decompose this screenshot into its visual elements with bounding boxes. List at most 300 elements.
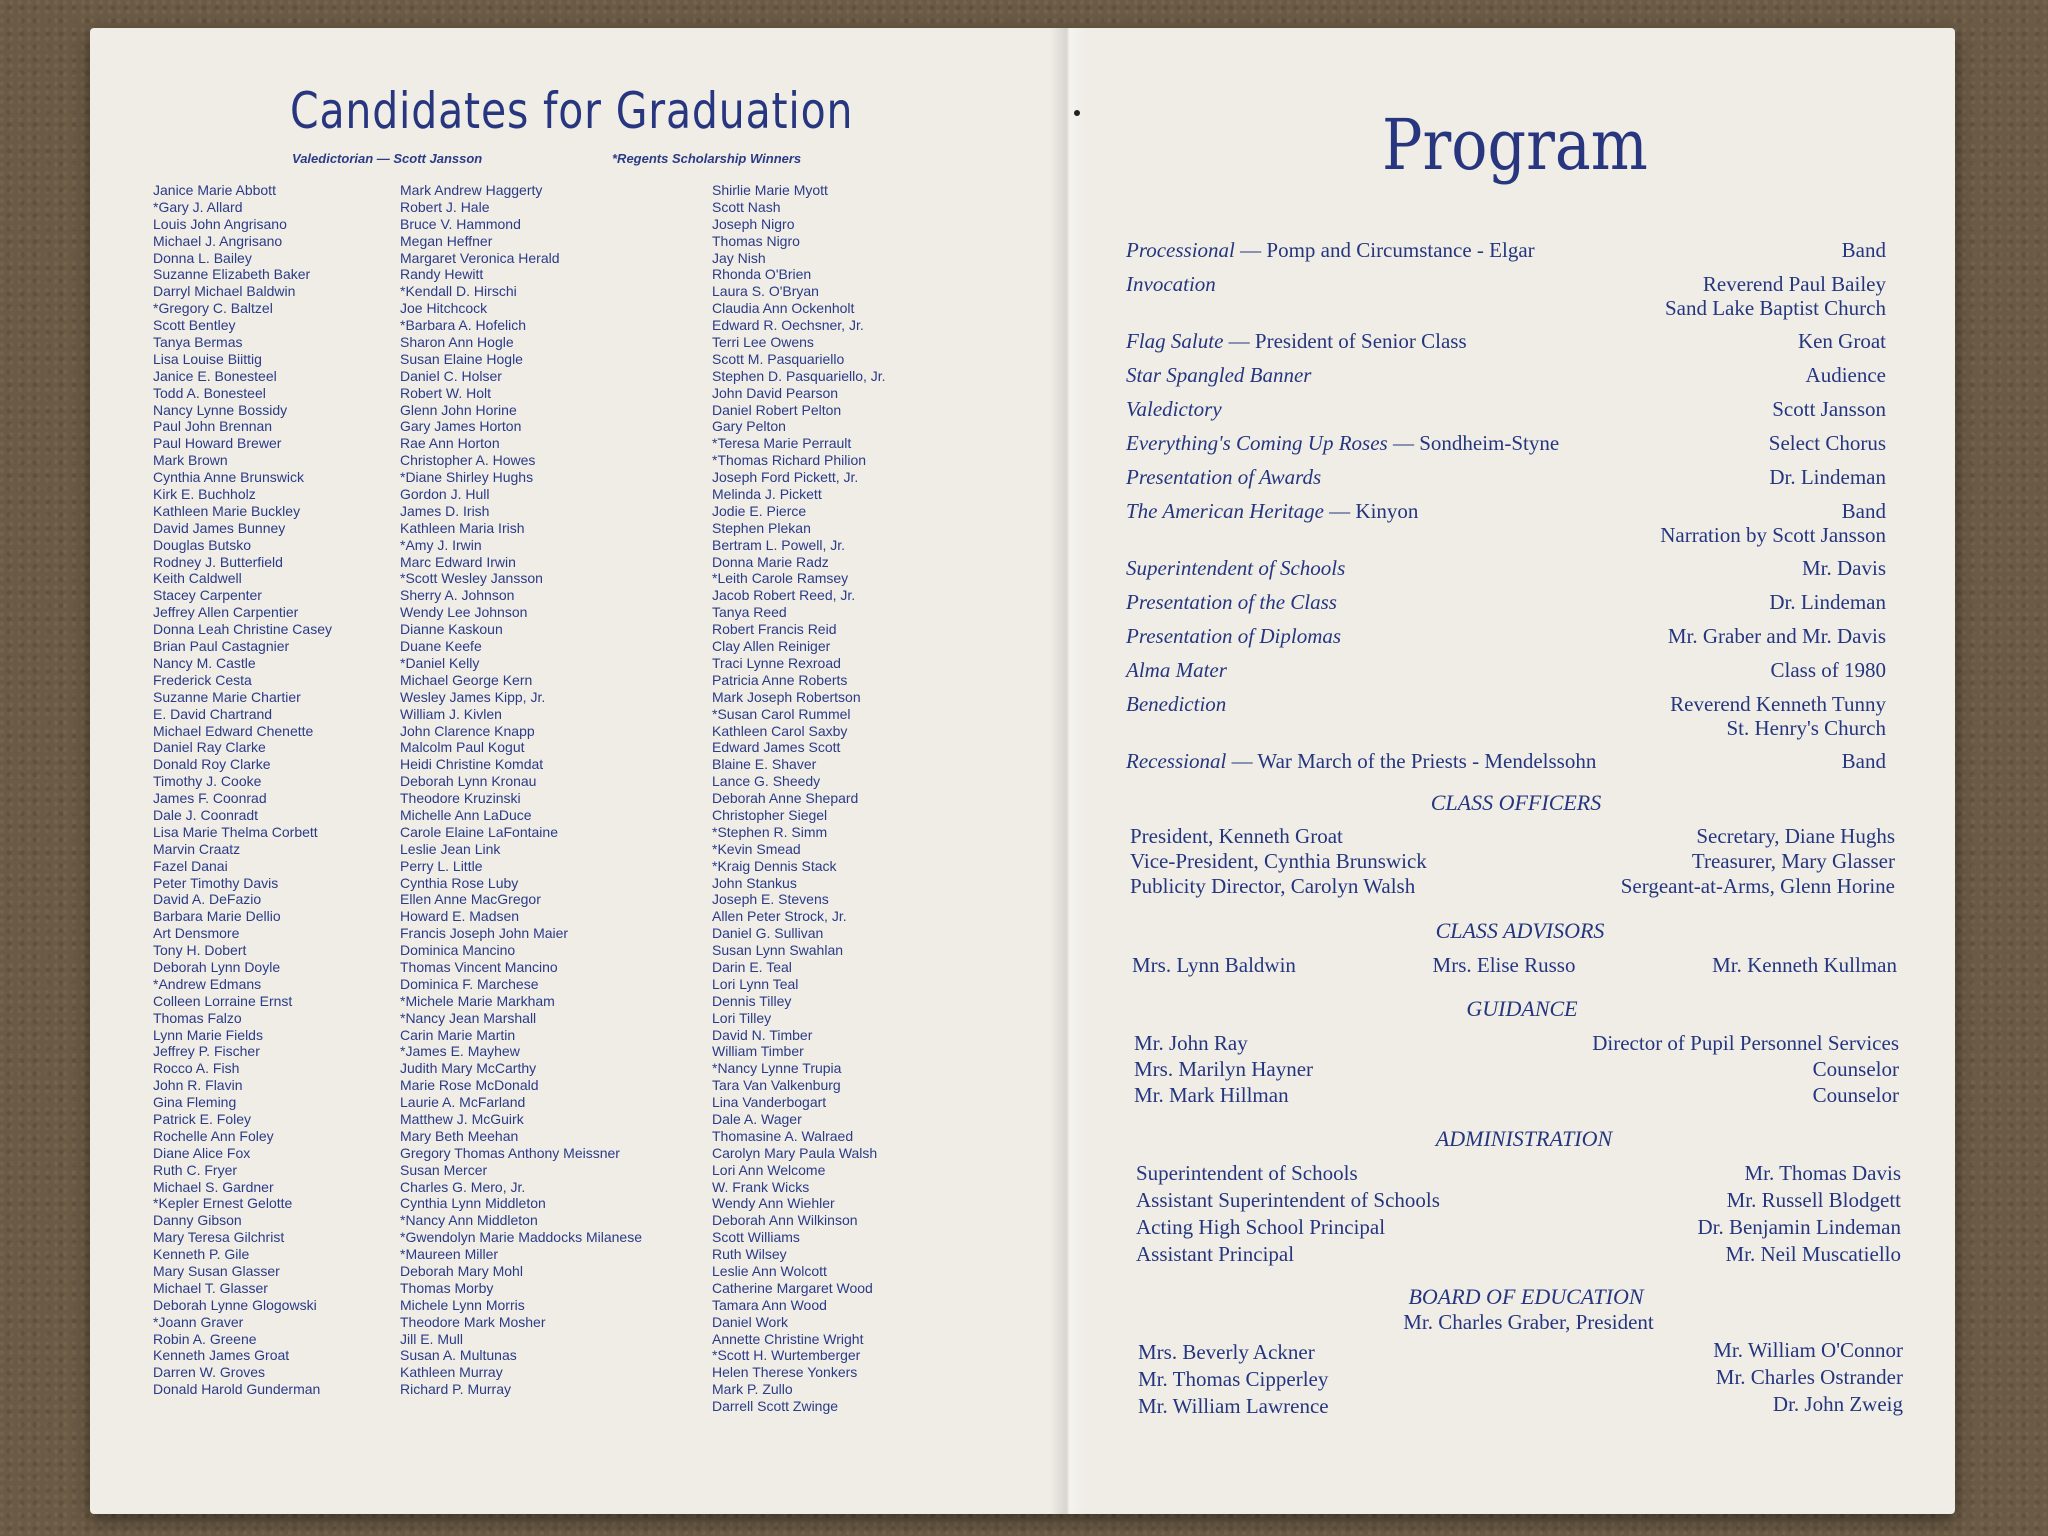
admin-name: Dr. Benjamin Lindeman bbox=[1697, 1215, 1901, 1239]
candidate-name: *Kraig Dennis Stack bbox=[712, 857, 837, 874]
class-advisors bbox=[1132, 953, 1897, 978]
program-item-name: Presentation of Diplomas bbox=[1126, 624, 1342, 648]
candidate-name: *Kendall D. Hirschi bbox=[400, 283, 517, 300]
performer-line: Mr. Graber and Mr. Davis bbox=[1667, 624, 1886, 648]
candidate-name: James F. Coonrad bbox=[153, 790, 267, 807]
candidate-name: Dale A. Wager bbox=[712, 1110, 802, 1127]
candidate-name: Sharon Ann Hogle bbox=[400, 334, 514, 351]
candidate-name: Michele Lynn Morris bbox=[400, 1296, 525, 1313]
valedictorian-line: Valedictorian — Scott Jansson bbox=[292, 151, 483, 166]
candidate-name: Helen Therese Yonkers bbox=[712, 1364, 858, 1381]
performer-line: Audience bbox=[1805, 363, 1886, 387]
candidate-name: Danny Gibson bbox=[153, 1212, 242, 1229]
candidate-name: Dominica F. Marchese bbox=[400, 975, 539, 992]
candidate-name: Lance G. Sheedy bbox=[712, 773, 821, 790]
candidate-name: Mary Teresa Gilchrist bbox=[153, 1229, 285, 1246]
candidate-name: Dennis Tilley bbox=[712, 992, 792, 1009]
board-member: Mrs. Beverly Ackner bbox=[1138, 1340, 1315, 1364]
program-item-title bbox=[1126, 329, 1467, 354]
candidate-name: Jeffrey Allen Carpentier bbox=[153, 604, 299, 621]
candidate-name: David James Bunney bbox=[153, 519, 286, 536]
candidate-name: Gregory Thomas Anthony Meissner bbox=[400, 1144, 620, 1161]
program-item-title bbox=[1126, 272, 1216, 297]
program-item-name: Benediction bbox=[1126, 692, 1227, 716]
candidate-name: Rhonda O'Brien bbox=[712, 266, 812, 283]
candidate-name: Mark Joseph Robertson bbox=[712, 688, 861, 705]
candidate-name: Thomas Nigro bbox=[712, 232, 800, 249]
candidate-name: Lynn Marie Fields bbox=[153, 1026, 263, 1043]
program-item bbox=[1126, 397, 1886, 422]
performer-line: Mr. Davis bbox=[1802, 556, 1886, 580]
candidate-name: Robert J. Hale bbox=[400, 198, 490, 215]
candidates-column-3 bbox=[712, 182, 886, 1415]
candidate-name: Ruth C. Fryer bbox=[153, 1161, 238, 1178]
candidate-name: *Kevin Smead bbox=[712, 840, 801, 857]
candidate-name: Dianne Kaskoun bbox=[400, 621, 503, 638]
candidate-name: Shirlie Marie Myott bbox=[712, 182, 828, 198]
candidate-name: Edward R. Oechsner, Jr. bbox=[712, 317, 864, 334]
candidates-column-1 bbox=[153, 182, 332, 1398]
candidate-name: Diane Alice Fox bbox=[153, 1144, 251, 1161]
program-item bbox=[1126, 556, 1886, 581]
program-item bbox=[1126, 658, 1886, 683]
candidates-column-2 bbox=[400, 182, 642, 1398]
candidate-name: Janice E. Bonesteel bbox=[153, 367, 277, 384]
candidate-name: Nancy Lynne Bossidy bbox=[153, 401, 288, 418]
candidate-name: Nancy M. Castle bbox=[153, 654, 256, 671]
candidate-name: *Gregory C. Baltzel bbox=[153, 300, 273, 317]
program-item-name: Presentation of Awards bbox=[1126, 465, 1322, 489]
program-item bbox=[1126, 499, 1886, 547]
candidate-name: Susan Elaine Hogle bbox=[400, 350, 523, 367]
program-item-detail: — President of Senior Class bbox=[1223, 329, 1467, 353]
program-item-name: Everything's Coming Up Roses bbox=[1126, 431, 1388, 455]
candidate-name: Dale J. Coonradt bbox=[153, 806, 259, 823]
candidate-name: Deborah Ann Wilkinson bbox=[712, 1212, 858, 1229]
candidate-name: Kathleen Carol Saxby bbox=[712, 722, 848, 739]
program-item-title bbox=[1126, 556, 1345, 581]
program-item-performer bbox=[1769, 590, 1886, 614]
performer-line: Dr. Lindeman bbox=[1769, 590, 1886, 614]
candidate-name: Susan Lynn Swahlan bbox=[712, 942, 844, 959]
candidate-name: Mark P. Zullo bbox=[712, 1381, 793, 1398]
candidate-name: *Amy J. Irwin bbox=[400, 536, 482, 553]
class-officers-heading: CLASS OFFICERS bbox=[1430, 790, 1602, 815]
performer-line: Scott Jansson bbox=[1772, 397, 1886, 421]
candidate-name: Kathleen Marie Buckley bbox=[153, 502, 301, 519]
candidate-name: Daniel Ray Clarke bbox=[153, 739, 266, 756]
board-member: Mr. William Lawrence bbox=[1138, 1394, 1329, 1418]
candidate-name: Barbara Marie Dellio bbox=[153, 908, 281, 925]
class-officers bbox=[1130, 824, 1895, 899]
candidate-name: Carolyn Mary Paula Walsh bbox=[712, 1144, 878, 1161]
candidate-name: *Joann Graver bbox=[153, 1313, 244, 1330]
program-item bbox=[1126, 363, 1886, 388]
candidate-name: Charles G. Mero, Jr. bbox=[400, 1178, 526, 1195]
guidance bbox=[1134, 1030, 1899, 1108]
candidate-name: Cynthia Anne Brunswick bbox=[153, 469, 304, 486]
candidate-name: Lori Lynn Teal bbox=[712, 975, 799, 992]
candidate-name: Janice Marie Abbott bbox=[153, 182, 276, 198]
candidate-name: Deborah Anne Shepard bbox=[712, 790, 859, 807]
program-item-name: Alma Mater bbox=[1126, 658, 1227, 682]
candidate-name: Bertram L. Powell, Jr. bbox=[712, 536, 846, 553]
candidate-name: Peter Timothy Davis bbox=[153, 874, 279, 891]
program-item bbox=[1126, 272, 1886, 320]
program-item-title bbox=[1126, 465, 1321, 490]
candidate-name: *Daniel Kelly bbox=[400, 654, 480, 671]
candidate-name: Lina Vanderbogart bbox=[712, 1094, 827, 1111]
program-item-name: Processional bbox=[1126, 238, 1235, 262]
candidate-name: Deborah Lynn Kronau bbox=[400, 773, 537, 790]
candidate-name: Mary Susan Glasser bbox=[153, 1263, 280, 1279]
candidate-name: Paul Howard Brewer bbox=[153, 435, 282, 452]
candidate-name: Leslie Ann Wolcott bbox=[712, 1263, 827, 1279]
candidate-name: Mary Beth Meehan bbox=[400, 1127, 519, 1144]
candidate-name: Blaine E. Shaver bbox=[712, 756, 817, 773]
program-item bbox=[1126, 624, 1886, 649]
candidate-name: Cynthia Lynn Middleton bbox=[400, 1195, 546, 1212]
program-item-performer bbox=[1769, 465, 1886, 489]
program-item-performer bbox=[1806, 363, 1886, 387]
candidate-name: Mark Brown bbox=[153, 452, 228, 469]
admin-name: Mr. Russell Blodgett bbox=[1726, 1188, 1901, 1212]
candidate-name: Todd A. Bonesteel bbox=[153, 384, 266, 401]
candidate-name: Donald Roy Clarke bbox=[153, 756, 271, 773]
candidate-name: Donald Harold Gunderman bbox=[153, 1381, 321, 1398]
candidate-name: Scott Williams bbox=[712, 1229, 800, 1246]
program-item-performer bbox=[1772, 397, 1886, 421]
candidate-name: Duane Keefe bbox=[400, 638, 482, 655]
officer: President, Kenneth Groat bbox=[1130, 824, 1343, 848]
performer-line: Class of 1980 bbox=[1770, 658, 1886, 682]
candidate-name: Malcolm Paul Kogut bbox=[400, 739, 525, 756]
candidate-name: Daniel G. Sullivan bbox=[712, 925, 824, 942]
candidate-name: Mark Andrew Haggerty bbox=[400, 182, 543, 198]
admin-name: Mr. Thomas Davis bbox=[1744, 1161, 1901, 1185]
candidate-name: *Diane Shirley Hughs bbox=[400, 469, 534, 486]
program-item bbox=[1126, 431, 1886, 456]
candidate-name: Michael J. Angrisano bbox=[153, 232, 283, 249]
candidate-name: Michelle Ann LaDuce bbox=[400, 806, 532, 823]
candidate-name: Howard E. Madsen bbox=[400, 908, 520, 925]
guidance-role: Director of Pupil Personnel Services bbox=[1592, 1031, 1899, 1055]
program-item-title bbox=[1126, 749, 1596, 774]
candidate-name: Donna Leah Christine Casey bbox=[153, 621, 332, 638]
candidate-name: Lisa Louise Biittig bbox=[153, 350, 262, 367]
regents-note: *Regents Scholarship Winners bbox=[612, 151, 802, 166]
candidate-name: Kathleen Maria Irish bbox=[400, 519, 525, 536]
board-member: Mr. William O'Connor bbox=[1713, 1338, 1903, 1362]
candidate-name: Darren W. Groves bbox=[153, 1364, 266, 1381]
program-item-performer bbox=[1798, 329, 1886, 353]
performer-line: Sand Lake Baptist Church bbox=[1664, 296, 1886, 320]
candidate-name: Gordon J. Hull bbox=[400, 486, 490, 503]
program-item-title bbox=[1126, 238, 1535, 263]
candidate-name: Clay Allen Reiniger bbox=[712, 638, 831, 655]
program-item-title bbox=[1126, 624, 1341, 649]
candidate-name: Kenneth James Groat bbox=[153, 1347, 290, 1364]
performer-line: St. Henry's Church bbox=[1726, 716, 1886, 740]
candidate-name: James D. Irish bbox=[400, 502, 490, 519]
candidate-name: Stephen D. Pasquariello, Jr. bbox=[712, 367, 886, 384]
officer: Vice-President, Cynthia Brunswick bbox=[1130, 849, 1427, 873]
admin-role: Assistant Principal bbox=[1136, 1242, 1295, 1266]
candidate-name: Patrick E. Foley bbox=[153, 1110, 252, 1127]
candidate-name: Donna L. Bailey bbox=[153, 249, 252, 266]
candidate-name: Michael T. Glasser bbox=[153, 1279, 268, 1296]
candidate-name: Terri Lee Owens bbox=[712, 334, 814, 351]
board-heading: BOARD OF EDUCATION bbox=[1408, 1284, 1644, 1309]
advisor: Mrs. Lynn Baldwin bbox=[1132, 953, 1296, 977]
program-item-title bbox=[1126, 431, 1559, 456]
candidate-name: Randy Hewitt bbox=[400, 266, 484, 283]
program-item-name: The American Heritage bbox=[1126, 499, 1324, 523]
candidate-name: Laurie A. McFarland bbox=[400, 1094, 526, 1111]
admin-left bbox=[1136, 1160, 1440, 1268]
candidate-name: *Andrew Edmans bbox=[153, 975, 262, 992]
candidate-name: Michael Edward Chenette bbox=[153, 722, 314, 739]
candidate-name: David N. Timber bbox=[712, 1026, 813, 1043]
candidate-name: *Stephen R. Simm bbox=[712, 823, 828, 840]
candidate-name: Kathleen Murray bbox=[400, 1364, 503, 1381]
program-item-title bbox=[1126, 590, 1337, 615]
candidate-name: Kenneth P. Gile bbox=[153, 1246, 250, 1263]
candidate-name: Wendy Lee Johnson bbox=[400, 604, 528, 621]
candidate-name: Jacob Robert Reed, Jr. bbox=[712, 587, 856, 604]
candidate-name: *Nancy Jean Marshall bbox=[400, 1009, 537, 1026]
candidate-name: Dominica Mancino bbox=[400, 942, 516, 959]
candidates-title: Candidates for Graduation bbox=[290, 82, 854, 140]
candidate-name: Louis John Angrisano bbox=[153, 215, 287, 232]
admin-role: Superintendent of Schools bbox=[1136, 1161, 1358, 1185]
candidate-name: *James E. Mayhew bbox=[400, 1043, 520, 1060]
program-item-performer bbox=[1842, 749, 1886, 773]
candidate-name: Joseph Nigro bbox=[712, 215, 795, 232]
candidate-name: Gary Pelton bbox=[712, 418, 786, 435]
candidate-name: Stacey Carpenter bbox=[153, 587, 262, 604]
performer-line: Band bbox=[1841, 749, 1886, 773]
candidate-name: Glenn John Horine bbox=[400, 401, 517, 418]
candidate-name: Cynthia Rose Luby bbox=[400, 874, 519, 891]
candidate-name: Carole Elaine LaFontaine bbox=[400, 823, 558, 840]
program-item-name: Valedictory bbox=[1126, 397, 1222, 421]
candidate-name: E. David Chartrand bbox=[153, 705, 273, 722]
candidate-name: John Stankus bbox=[712, 874, 797, 891]
candidate-name: *Nancy Lynne Trupia bbox=[712, 1060, 842, 1077]
candidate-name: Carin Marie Martin bbox=[400, 1026, 516, 1043]
admin-name: Mr. Neil Muscatiello bbox=[1725, 1242, 1901, 1266]
candidate-name: Thomas Vincent Mancino bbox=[400, 958, 558, 975]
candidate-name: Rocco A. Fish bbox=[153, 1060, 240, 1077]
candidate-name: Leslie Jean Link bbox=[400, 840, 501, 857]
program-item-detail: — Pomp and Circumstance - Elgar bbox=[1234, 238, 1535, 262]
candidate-name: Gary James Horton bbox=[400, 418, 522, 435]
administration-heading: ADMINISTRATION bbox=[1435, 1126, 1613, 1151]
program-item-title bbox=[1126, 499, 1418, 524]
board-members bbox=[1138, 1337, 1903, 1420]
guidance-name: Mr. Mark Hillman bbox=[1134, 1083, 1289, 1107]
candidate-name: Joe Hitchcock bbox=[400, 300, 488, 317]
guidance-name: Mrs. Marilyn Hayner bbox=[1134, 1057, 1314, 1081]
candidate-name: Scott M. Pasquariello bbox=[712, 350, 845, 367]
program-item-name: Superintendent of Schools bbox=[1126, 556, 1346, 580]
program-item bbox=[1126, 329, 1886, 354]
candidate-name: Joseph Ford Pickett, Jr. bbox=[712, 469, 859, 486]
candidate-name: Theodore Mark Mosher bbox=[400, 1313, 546, 1330]
performer-line: Band bbox=[1841, 499, 1886, 523]
candidate-name: John Clarence Knapp bbox=[400, 722, 535, 739]
candidate-name: Perry L. Little bbox=[400, 857, 483, 874]
program-item-performer bbox=[1802, 556, 1886, 580]
officer: Secretary, Diane Hughs bbox=[1696, 824, 1895, 848]
program-item bbox=[1126, 590, 1886, 615]
candidate-name: Michael S. Gardner bbox=[153, 1178, 274, 1195]
candidate-name: Marie Rose McDonald bbox=[400, 1077, 539, 1094]
candidate-name: Margaret Veronica Herald bbox=[400, 249, 560, 266]
candidate-name: Jill E. Mull bbox=[400, 1330, 464, 1347]
candidate-name: Keith Caldwell bbox=[153, 570, 242, 587]
admin-right bbox=[1697, 1160, 1901, 1268]
candidate-name: Daniel Work bbox=[712, 1313, 788, 1330]
candidate-name: Kirk E. Buchholz bbox=[153, 486, 256, 503]
candidate-name: Annette Christine Wright bbox=[712, 1330, 864, 1347]
candidate-name: Deborah Mary Mohl bbox=[400, 1263, 523, 1279]
candidate-name: Traci Lynne Rexroad bbox=[712, 654, 841, 671]
program-title: Program bbox=[1382, 104, 1648, 186]
performer-line: Reverend Kenneth Tunny bbox=[1670, 692, 1886, 716]
candidate-name: Robin A. Greene bbox=[153, 1330, 257, 1347]
admin-role: Acting High School Principal bbox=[1136, 1215, 1386, 1239]
candidate-name: Darin E. Teal bbox=[712, 958, 792, 975]
performer-line: Reverend Paul Bailey bbox=[1702, 272, 1886, 296]
candidate-name: Tamara Ann Wood bbox=[712, 1296, 827, 1313]
candidate-name: Susan A. Multunas bbox=[400, 1347, 517, 1364]
candidate-name: *Scott Wesley Jansson bbox=[400, 570, 543, 587]
candidate-name: Catherine Margaret Wood bbox=[712, 1279, 873, 1296]
officer: Treasurer, Mary Glasser bbox=[1691, 849, 1895, 873]
candidate-name: Marvin Craatz bbox=[153, 840, 241, 857]
candidate-name: Patricia Anne Roberts bbox=[712, 671, 848, 688]
officer: Publicity Director, Carolyn Walsh bbox=[1130, 874, 1416, 898]
performer-line: Narration by Scott Jansson bbox=[1660, 523, 1886, 547]
candidate-name: Thomasine A. Walraed bbox=[712, 1127, 854, 1144]
candidate-name: *Kepler Ernest Gelotte bbox=[153, 1195, 293, 1212]
candidate-name: *Michele Marie Markham bbox=[400, 992, 555, 1009]
performer-line: Dr. Lindeman bbox=[1769, 465, 1886, 489]
staple-hole bbox=[1074, 110, 1080, 116]
candidate-name: Thomas Falzo bbox=[153, 1009, 242, 1026]
program-item-title bbox=[1126, 658, 1227, 683]
program-item-performer bbox=[1771, 658, 1887, 682]
candidate-name: Jodie E. Pierce bbox=[712, 502, 807, 519]
board-member: Mr. Thomas Cipperley bbox=[1138, 1367, 1329, 1391]
candidate-name: Bruce V. Hammond bbox=[400, 215, 521, 232]
candidate-name: Paul John Brennan bbox=[153, 418, 273, 435]
candidate-name: Stephen Plekan bbox=[712, 519, 811, 536]
program-item-name: Flag Salute bbox=[1126, 329, 1224, 353]
guidance-left bbox=[1134, 1030, 1313, 1108]
candidate-name: Joseph E. Stevens bbox=[712, 891, 829, 908]
candidate-name: John David Pearson bbox=[712, 384, 839, 401]
candidate-name: Allen Peter Strock, Jr. bbox=[712, 908, 847, 925]
candidate-name: *Leith Carole Ramsey bbox=[712, 570, 849, 587]
candidate-name: Judith Mary McCarthy bbox=[400, 1060, 537, 1077]
class-advisors-heading: CLASS ADVISORS bbox=[1435, 918, 1605, 943]
candidate-name: Daniel Robert Pelton bbox=[712, 401, 842, 418]
program-item-detail: — War March of the Priests - Mendelssohn bbox=[1226, 749, 1597, 773]
program-list bbox=[1126, 238, 1886, 783]
candidate-name: Marc Edward Irwin bbox=[400, 553, 516, 570]
candidate-name: Laura S. O'Bryan bbox=[712, 283, 819, 300]
program-item-title bbox=[1126, 692, 1226, 717]
program-item bbox=[1126, 692, 1886, 740]
officer: Sergeant-at-Arms, Glenn Horine bbox=[1620, 874, 1895, 898]
candidate-name: Darrell Scott Zwinge bbox=[712, 1398, 839, 1415]
candidate-name: Megan Heffner bbox=[400, 232, 493, 249]
candidate-name: Douglas Butsko bbox=[153, 536, 252, 553]
candidate-name: Rae Ann Horton bbox=[400, 435, 500, 452]
candidate-name: Wesley James Kipp, Jr. bbox=[400, 688, 546, 705]
candidate-name: *Maureen Miller bbox=[400, 1246, 499, 1263]
guidance-right bbox=[1592, 1030, 1899, 1108]
candidate-name: Tanya Bermas bbox=[153, 334, 243, 351]
program-item-performer bbox=[1665, 272, 1886, 320]
candidate-name: William J. Kivlen bbox=[400, 705, 502, 722]
center-fold bbox=[1050, 28, 1086, 1514]
candidate-name: Matthew J. McGuirk bbox=[400, 1110, 524, 1127]
candidate-name: Tanya Reed bbox=[712, 604, 787, 621]
candidate-name: Brian Paul Castagnier bbox=[153, 638, 290, 655]
program-item-detail: — Sondheim-Styne bbox=[1387, 431, 1560, 455]
candidate-name: Tony H. Dobert bbox=[153, 942, 247, 959]
candidate-name: Deborah Lynne Glogowski bbox=[153, 1296, 317, 1313]
candidate-name: *Scott H. Wurtemberger bbox=[712, 1347, 861, 1364]
performer-line: Select Chorus bbox=[1768, 431, 1886, 455]
guidance-role: Counselor bbox=[1812, 1083, 1899, 1107]
candidate-name: Heidi Christine Komdat bbox=[400, 756, 544, 773]
candidate-name: Rodney J. Butterfield bbox=[153, 553, 283, 570]
candidate-name: Frederick Cesta bbox=[153, 671, 252, 688]
program-item-name: Invocation bbox=[1126, 272, 1216, 296]
candidate-name: *Susan Carol Rummel bbox=[712, 705, 851, 722]
candidate-name: *Gary J. Allard bbox=[153, 198, 243, 215]
program-item-name: Star Spangled Banner bbox=[1126, 363, 1312, 387]
program-item-performer bbox=[1769, 431, 1886, 455]
program-item-performer bbox=[1842, 238, 1886, 262]
candidate-name: Art Densmore bbox=[153, 925, 240, 942]
candidate-name: *Nancy Ann Middleton bbox=[400, 1212, 538, 1229]
candidate-name: Lori Tilley bbox=[712, 1009, 772, 1026]
performer-line: Ken Groat bbox=[1797, 329, 1886, 353]
board-right bbox=[1713, 1337, 1903, 1420]
board-left bbox=[1138, 1337, 1329, 1420]
candidate-name: Suzanne Marie Chartier bbox=[153, 688, 301, 705]
candidate-name: Susan Mercer bbox=[400, 1161, 488, 1178]
advisor: Mrs. Elise Russo bbox=[1432, 953, 1576, 977]
candidate-name: Christopher Siegel bbox=[712, 806, 828, 823]
candidate-name: Daniel C. Holser bbox=[400, 367, 502, 384]
candidate-name: *Gwendolyn Marie Maddocks Milanese bbox=[400, 1229, 642, 1246]
guidance-name: Mr. John Ray bbox=[1134, 1031, 1248, 1055]
board-member: Mr. Charles Ostrander bbox=[1715, 1365, 1903, 1389]
candidate-name: Timothy J. Cooke bbox=[153, 773, 262, 790]
program-item-title bbox=[1126, 363, 1311, 388]
candidate-name: Claudia Ann Ockenholt bbox=[712, 300, 855, 317]
candidate-name: Robert W. Holt bbox=[400, 384, 492, 401]
candidate-name: Jay Nish bbox=[712, 249, 766, 266]
candidate-name: Gina Fleming bbox=[153, 1094, 237, 1111]
